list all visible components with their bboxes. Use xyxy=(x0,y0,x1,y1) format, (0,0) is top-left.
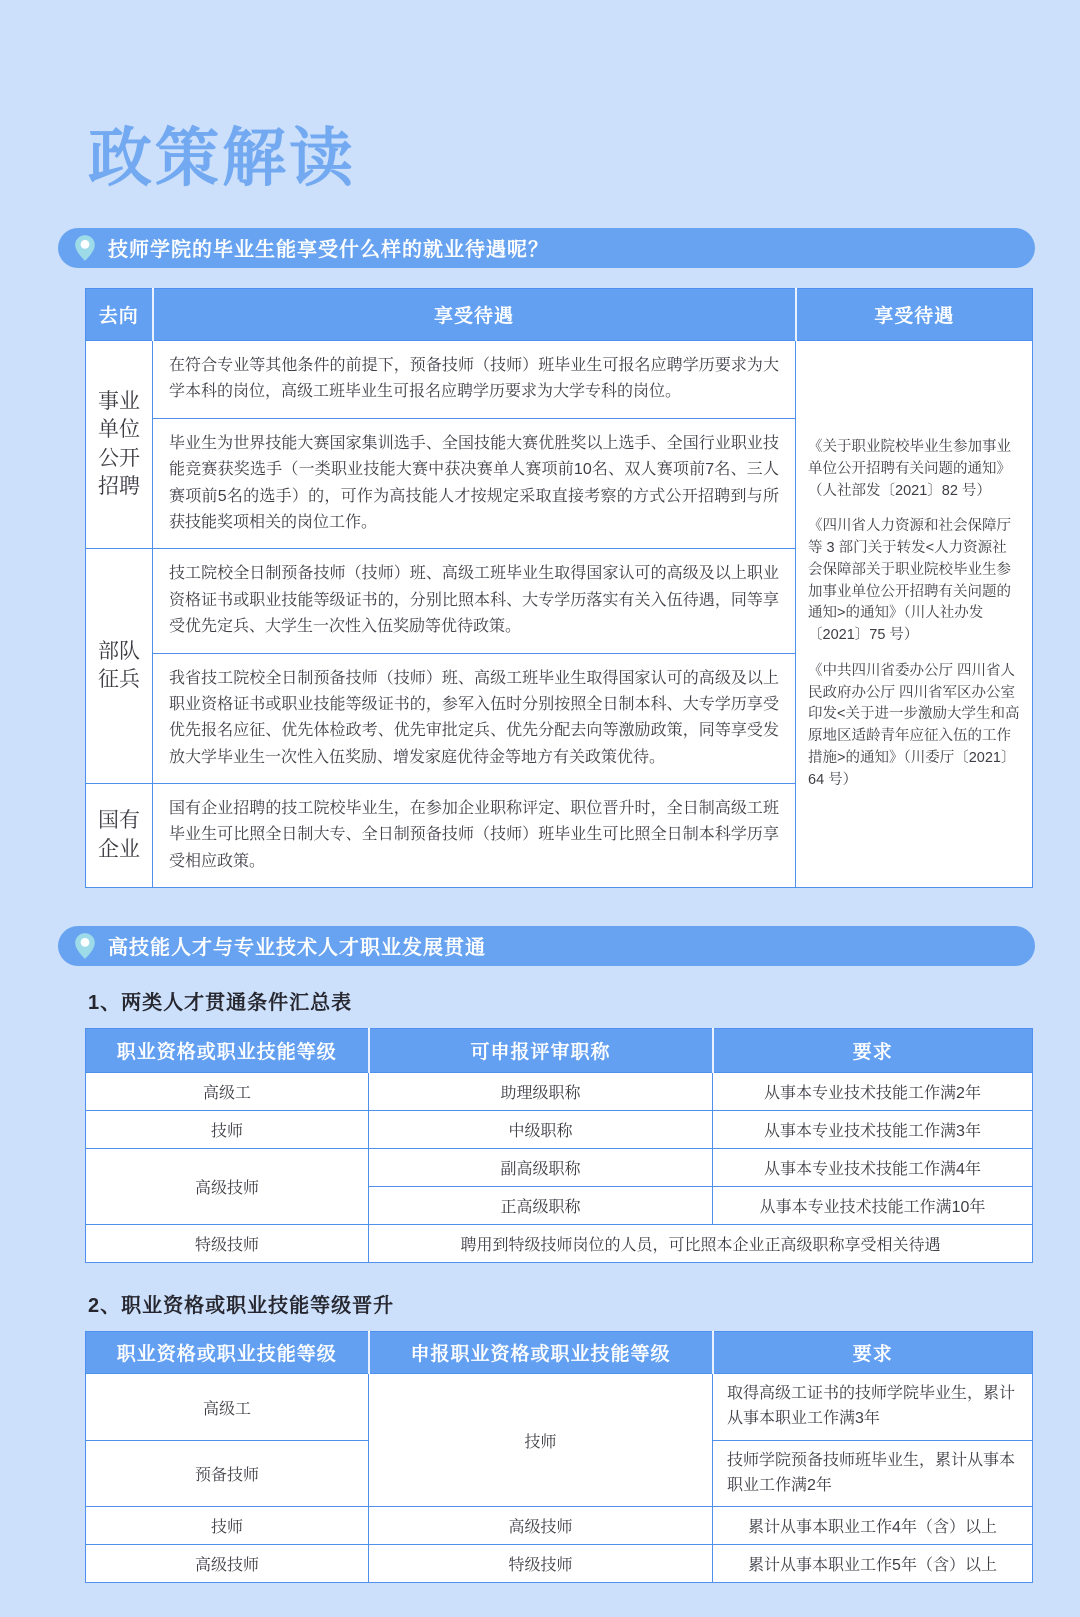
level-cell: 高级工 xyxy=(86,1073,369,1111)
table2-header-requirement: 要求 xyxy=(713,1029,1033,1073)
table3-header-requirement: 要求 xyxy=(713,1332,1033,1374)
current-level-cell: 高级工 xyxy=(86,1374,369,1441)
section1-header-label: 技师学院的毕业生能享受什么样的就业待遇呢？ xyxy=(108,238,549,261)
apply-level-cell: 高级技师 xyxy=(369,1507,713,1545)
table-row xyxy=(86,1225,1033,1263)
benefit-cell: 毕业生为世界技能大赛国家集训选手、全国技能大赛优胜奖以上选手、全国行业职业技能竞赛获奖选手（一类职业技能大赛中获决赛单人赛项前10名、双人赛项前7名、三人赛项前5名的选手）的，可作为高技能人才按规定采取直接考察的方式公开招聘到与所获技能奖项相关的岗位工作。 xyxy=(153,418,796,549)
requirement-cell: 从事本专业技术技能工作满2年 xyxy=(713,1073,1033,1111)
current-level-cell: 预备技师 xyxy=(86,1440,369,1507)
benefit-cell: 国有企业招聘的技工院校毕业生，在参加企业职称评定、职位晋升时，全日制高级工班毕业生可比照全日制大专、全日制预备技师（技师）班毕业生可比照全日制本科学历享受相应政策。 xyxy=(153,784,796,888)
talent-bridging-table xyxy=(85,1028,1033,1263)
requirement-cell: 从事本专业技术技能工作满3年 xyxy=(713,1111,1033,1149)
row-label-public-institution: 事业单位公开招聘 xyxy=(86,341,153,549)
subsection1-title: 1、两类人才贯通条件汇总表 xyxy=(88,992,353,1015)
section2-header-label: 高技能人才与专业技术人才职业发展贯通 xyxy=(108,936,486,959)
benefit-cell: 技工院校全日制预备技师（技师）班、高级工班毕业生取得国家认可的高级及以上职业资格证书或职业技能等级证书的，分别比照本科、大专学历落实有关入伍待遇，同等享受优先定兵、大学生一次性入伍奖励等优待政策。 xyxy=(153,549,796,653)
policy-reference: 《四川省人力资源和社会保障厅等 3 部门关于转发<人力资源社会保障部关于职业院校毕业生参加事业单位公开招聘有关问题的通知>的通知》（川人社办发〔2021〕75 号） xyxy=(808,518,1011,643)
benefit-cell: 我省技工院校全日制预备技师（技师）班、高级工班毕业生取得国家认可的高级及以上职业资格证书或职业技能等级证书的，参军入伍时分别按照全日制本科、大专学历享受优先报名应征、优先体检政考、优先审批定兵、优先分配去向等激励政策，同等享受发放大学毕业生一次性入伍奖励、增发家庭优待金等地方有关政策优待。 xyxy=(153,653,796,784)
table3-header-apply-level: 申报职业资格或职业技能等级 xyxy=(369,1332,713,1374)
apply-level-cell: 特级技师 xyxy=(369,1545,713,1583)
title-cell: 正高级职称 xyxy=(369,1187,713,1225)
benefit-cell: 在符合专业等其他条件的前提下，预备技师（技师）班毕业生可报名应聘学历要求为大学本科的岗位，高级工班毕业生可报名应聘学历要求为大学专科的岗位。 xyxy=(153,341,796,419)
title-cell: 助理级职称 xyxy=(369,1073,713,1111)
requirement-cell: 累计从事本职业工作5年（含）以上 xyxy=(713,1545,1033,1583)
table-row xyxy=(86,1374,1033,1441)
location-pin-icon xyxy=(72,234,98,262)
table1-header-row xyxy=(86,289,1033,341)
row-label-military-enlistment: 部队征兵 xyxy=(86,549,153,784)
policy-references-cell xyxy=(796,341,1033,888)
current-level-cell: 高级技师 xyxy=(86,1545,369,1583)
merged-requirement-cell: 聘用到特级技师岗位的人员，可比照本企业正高级职称享受相关待遇 xyxy=(369,1225,1033,1263)
table1-header-destination: 去向 xyxy=(86,289,153,341)
requirement-cell: 技师学院预备技师班毕业生，累计从事本职业工作满2年 xyxy=(713,1440,1033,1507)
location-pin-icon xyxy=(72,932,98,960)
table2-header-level: 职业资格或职业技能等级 xyxy=(86,1029,369,1073)
table3-header-current-level: 职业资格或职业技能等级 xyxy=(86,1332,369,1374)
table-row xyxy=(86,1073,1033,1111)
table1-header-benefit: 享受待遇 xyxy=(153,289,796,341)
title-cell: 中级职称 xyxy=(369,1111,713,1149)
policy-reference: 《中共四川省委办公厅 四川省人民政府办公厅 四川省军区办公室印发<关于进一步激励大学生和高原地区适龄青年应征入伍的工作措施>的通知》（川委厅〔2021〕64 号） xyxy=(808,662,1020,788)
requirement-cell: 累计从事本职业工作4年（含）以上 xyxy=(713,1507,1033,1545)
table-row xyxy=(86,1149,1033,1187)
current-level-cell: 技师 xyxy=(86,1507,369,1545)
table3-header-row xyxy=(86,1332,1033,1374)
level-cell: 高级技师 xyxy=(86,1149,369,1225)
table-row xyxy=(86,1111,1033,1149)
requirement-cell: 从事本专业技术技能工作满4年 xyxy=(713,1149,1033,1187)
page-title: 政策解读 xyxy=(88,122,356,194)
table-row xyxy=(86,1545,1033,1583)
table2-header-title: 可申报评审职称 xyxy=(369,1029,713,1073)
section2-header xyxy=(58,926,1035,966)
employment-benefits-table xyxy=(85,288,1033,888)
table-row xyxy=(86,341,1033,419)
section1-header xyxy=(58,228,1035,268)
requirement-cell: 取得高级工证书的技师学院毕业生，累计从事本职业工作满3年 xyxy=(713,1374,1033,1441)
table1-header-benefit-2: 享受待遇 xyxy=(796,289,1033,341)
table2-header-row xyxy=(86,1029,1033,1073)
skill-level-promotion-table xyxy=(85,1331,1033,1583)
row-label-state-owned-enterprise: 国有企业 xyxy=(86,784,153,888)
title-cell: 副高级职称 xyxy=(369,1149,713,1187)
requirement-cell: 从事本专业技术技能工作满10年 xyxy=(713,1187,1033,1225)
policy-reference: 《关于职业院校毕业生参加事业单位公开招聘有关问题的通知》（人社部发〔2021〕82 号） xyxy=(808,439,1011,499)
apply-level-cell: 技师 xyxy=(369,1374,713,1507)
level-cell: 技师 xyxy=(86,1111,369,1149)
table-row xyxy=(86,1507,1033,1545)
subsection2-title: 2、职业资格或职业技能等级晋升 xyxy=(88,1295,395,1318)
level-cell: 特级技师 xyxy=(86,1225,369,1263)
